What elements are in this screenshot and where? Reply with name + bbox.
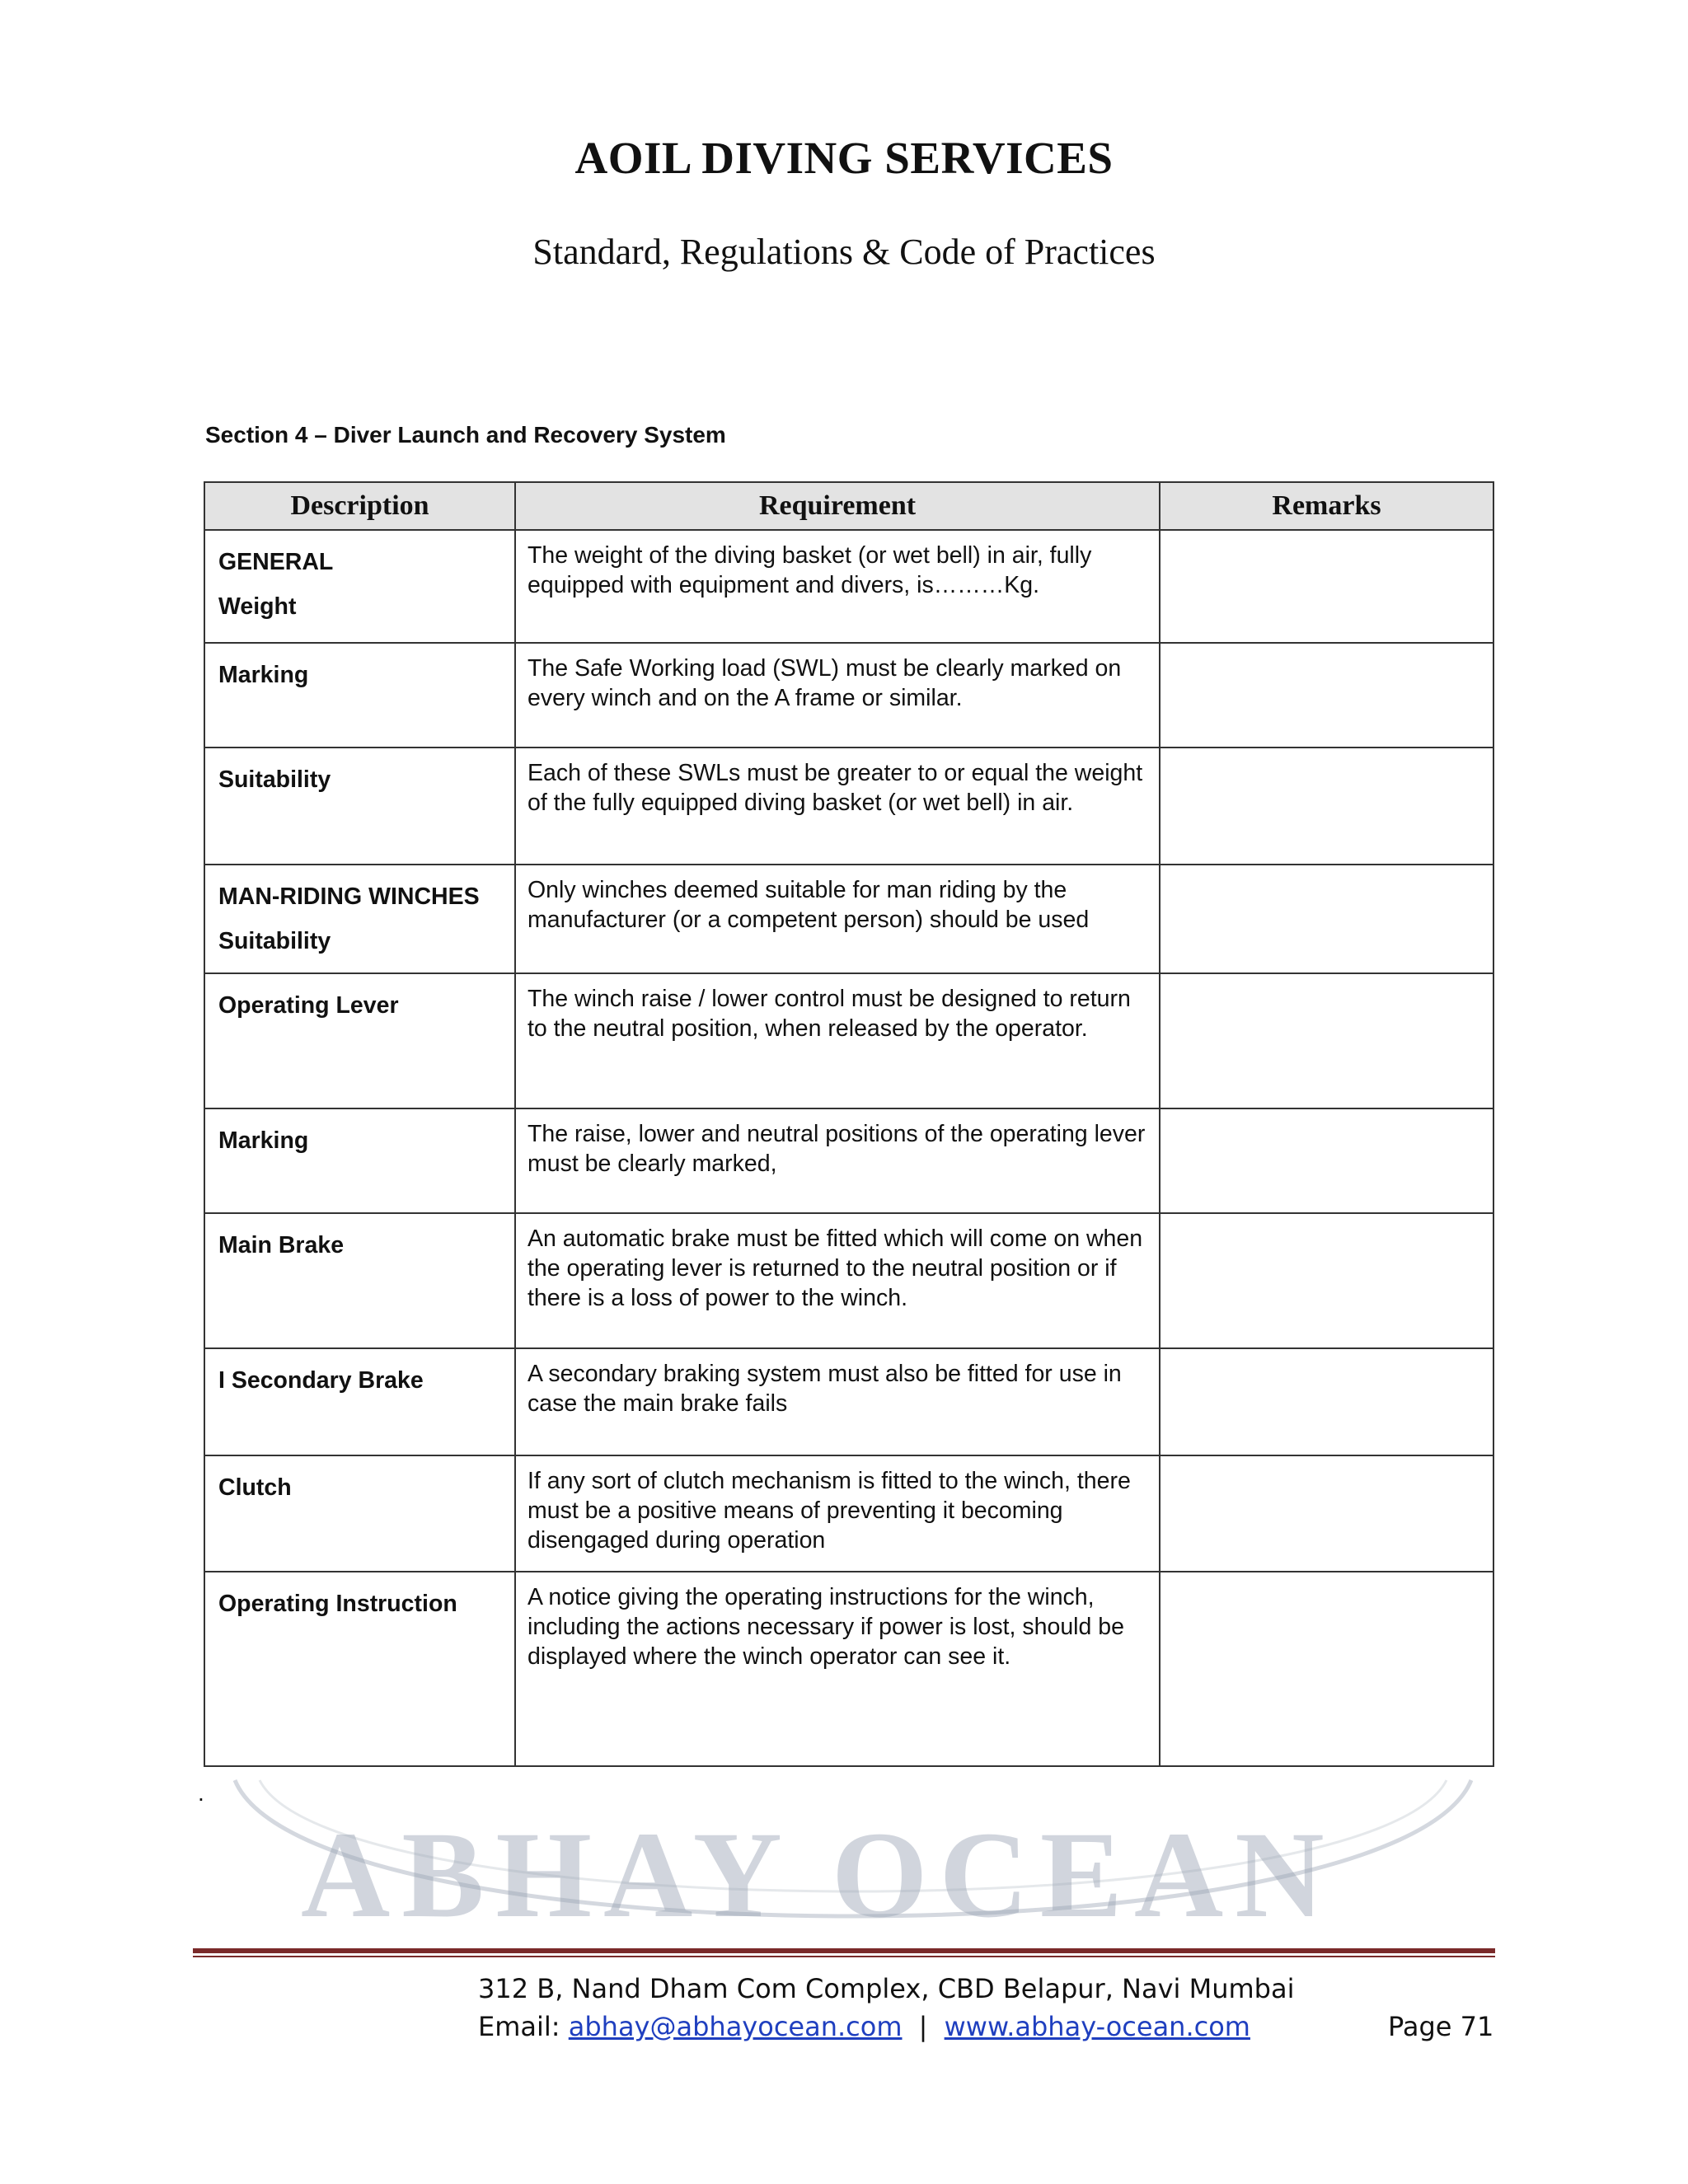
table-header-row [204, 482, 1493, 530]
table-row [204, 1455, 1493, 1572]
description-label: Suitability [218, 766, 331, 793]
page-number: Page 71 [1388, 2011, 1494, 2042]
description-cell [204, 748, 515, 865]
email-link[interactable]: abhay@abhayocean.com [568, 2011, 903, 2042]
document-title: AOIL DIVING SERVICES [574, 133, 1114, 183]
description-cell [204, 1213, 515, 1348]
section-heading: Section 4 – Diver Launch and Recovery System [205, 422, 726, 448]
remarks-cell [1160, 973, 1493, 1108]
description-label: GENERAL [218, 549, 334, 575]
description-label: Operating Instruction [218, 1591, 457, 1617]
description-cell [204, 865, 515, 973]
table-row [204, 643, 1493, 748]
requirement-cell: The raise, lower and neutral positions of the operating lever must be clearly marked, [515, 1108, 1160, 1213]
requirement-cell: An automatic brake must be fitted which will come on when the operating lever is returned to the neutral position or if there is a loss of power to the winch. [515, 1213, 1160, 1348]
requirement-cell: The winch raise / lower control must be designed to return to the neutral position, when released by the operator. [515, 973, 1160, 1108]
table-row [204, 530, 1493, 643]
requirement-cell: Only winches deemed suitable for man riding by the manufacturer (or a competent person) should be used [515, 865, 1160, 973]
footer-contact [478, 2011, 1250, 2042]
remarks-cell [1160, 643, 1493, 748]
watermark-logo [210, 1772, 1496, 1949]
watermark-text: ABHAY OCEAN [301, 1807, 1336, 1943]
stray-mark: . [198, 1780, 204, 1806]
description-label: Operating Lever [218, 992, 399, 1019]
description-cell [204, 1455, 515, 1572]
description-label: Clutch [218, 1474, 292, 1501]
remarks-cell [1160, 1348, 1493, 1455]
requirement-cell: The Safe Working load (SWL) must be clearly marked on every winch and on the A frame or similar. [515, 643, 1160, 748]
description-cell [204, 973, 515, 1108]
description-label: I Secondary Brake [218, 1367, 424, 1394]
footer-address: 312 B, Nand Dham Com Complex, CBD Belapur, Navi Mumbai [478, 1973, 1295, 2004]
table-row [204, 1108, 1493, 1213]
requirement-cell: The weight of the diving basket (or wet bell) in air, fully equipped with equipment and divers, is………Kg. [515, 530, 1160, 643]
description-cell [204, 530, 515, 643]
remarks-cell [1160, 1213, 1493, 1348]
document-subtitle: Standard, Regulations & Code of Practices [532, 232, 1156, 272]
requirement-cell: A secondary braking system must also be fitted for use in case the main brake fails [515, 1348, 1160, 1455]
column-header-remarks: Remarks [1160, 482, 1493, 530]
table-row [204, 1348, 1493, 1455]
footer-rule [193, 1948, 1495, 1960]
column-header-description: Description [204, 482, 515, 530]
remarks-cell [1160, 865, 1493, 973]
table-row [204, 865, 1493, 973]
description-label: MAN-RIDING WINCHES [218, 883, 480, 910]
footer-separator: | [918, 2011, 928, 2042]
remarks-cell [1160, 1572, 1493, 1766]
remarks-cell [1160, 1455, 1493, 1572]
table-row [204, 1213, 1493, 1348]
requirements-table [204, 481, 1494, 1767]
remarks-cell [1160, 530, 1493, 643]
remarks-cell [1160, 748, 1493, 865]
requirement-cell: If any sort of clutch mechanism is fitted to the winch, there must be a positive means of preventing it becoming disengaged during operation [515, 1455, 1160, 1572]
table-row [204, 973, 1493, 1108]
table-row [204, 748, 1493, 865]
description-label: Marking [218, 1127, 309, 1154]
description-label: Main Brake [218, 1232, 345, 1258]
description-sublabel: Weight [218, 593, 297, 620]
email-label: Email: [478, 2011, 560, 2042]
remarks-cell [1160, 1108, 1493, 1213]
column-header-requirement: Requirement [515, 482, 1160, 530]
description-label: Marking [218, 662, 309, 688]
description-cell [204, 1108, 515, 1213]
description-cell [204, 643, 515, 748]
description-cell [204, 1348, 515, 1455]
description-cell [204, 1572, 515, 1766]
requirement-cell: A notice giving the operating instructions for the winch, including the actions necessary if power is lost, should be displayed where the winch operator can see it. [515, 1572, 1160, 1766]
requirement-cell: Each of these SWLs must be greater to or equal the weight of the fully equipped diving basket (or wet bell) in air. [515, 748, 1160, 865]
description-sublabel: Suitability [218, 928, 331, 954]
table-row [204, 1572, 1493, 1766]
website-link[interactable]: www.abhay-ocean.com [944, 2011, 1250, 2042]
